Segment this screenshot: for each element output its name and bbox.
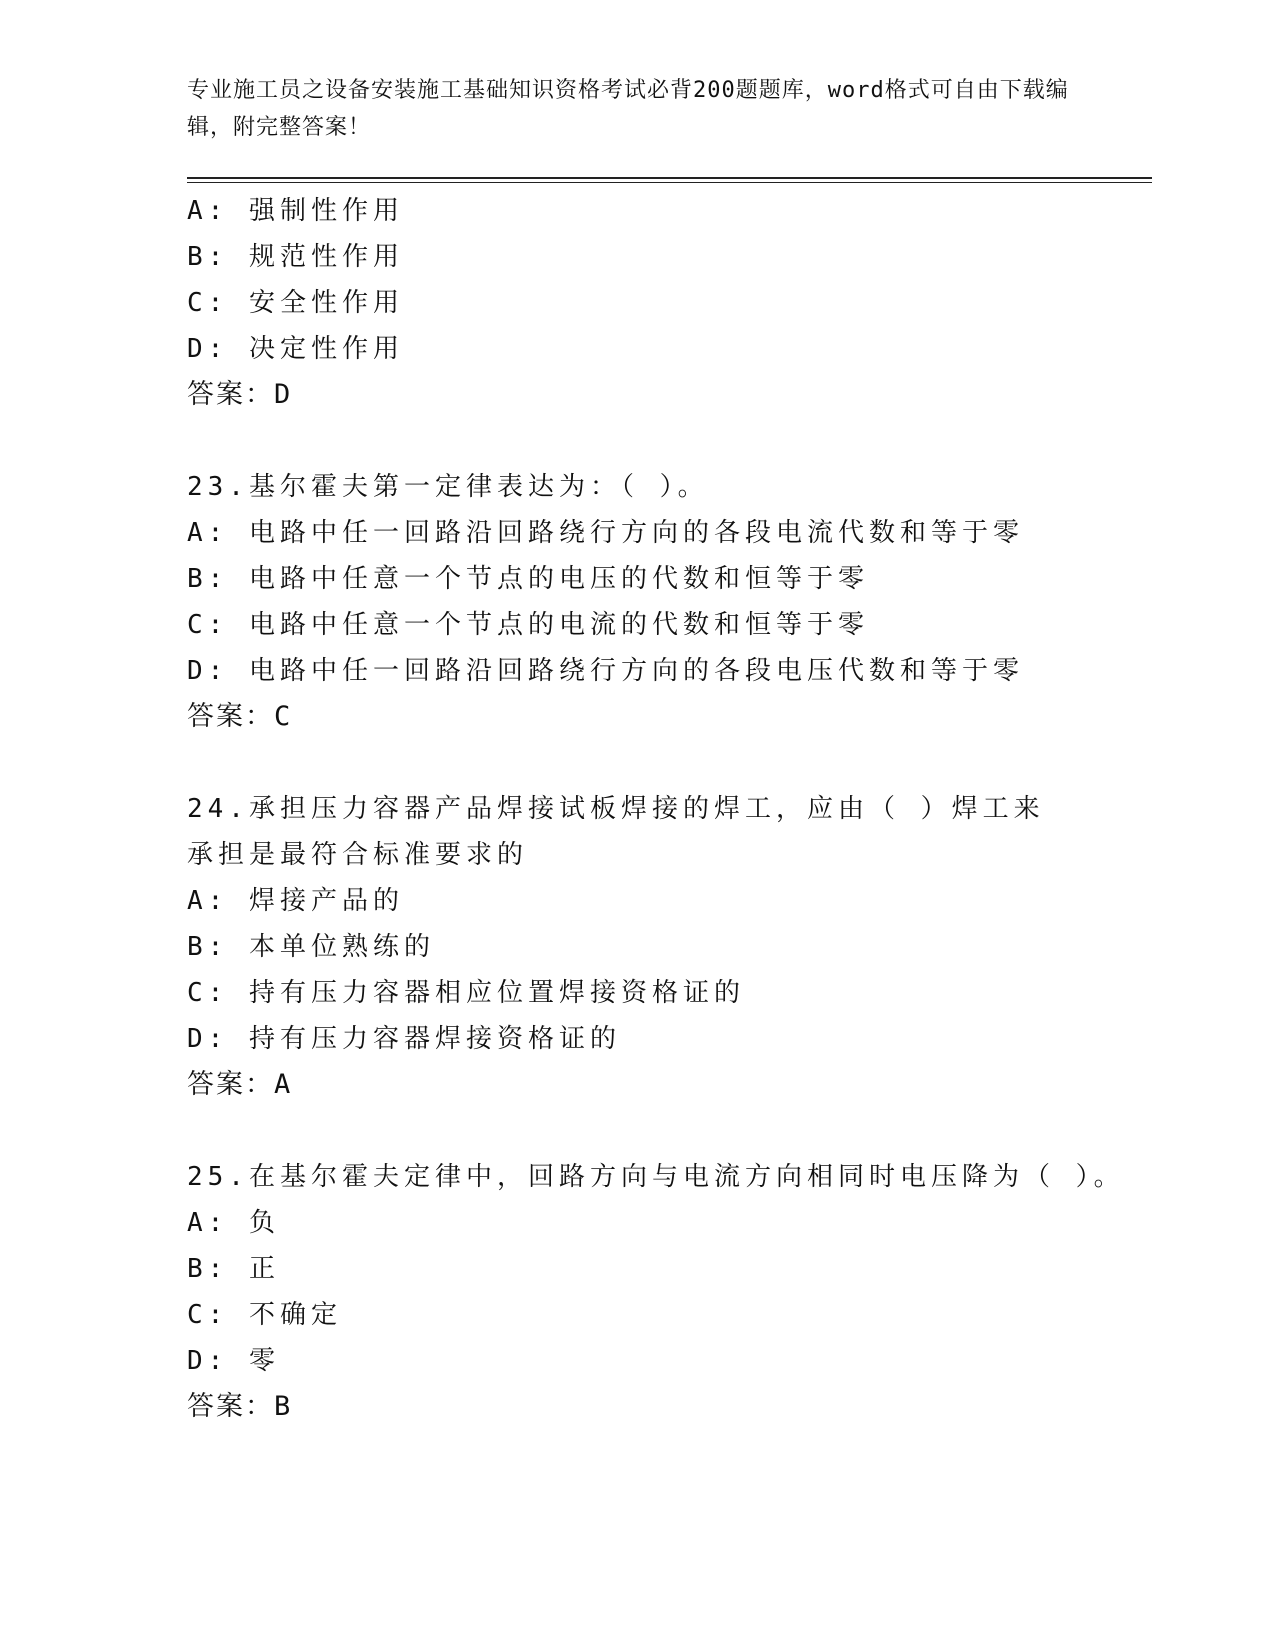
option-a: A: 电路中任一回路沿回路绕行方向的各段电流代数和等于零 [187,518,1024,548]
option-a: A: 强制性作用 [187,196,404,226]
answer-line: 答案：D [187,379,293,410]
option-d: D: 决定性作用 [187,334,404,364]
header-divider-thin [187,182,1152,183]
option-b: B: 本单位熟练的 [187,932,435,962]
question-block-prev [187,188,1087,418]
option-d: D: 电路中任一回路沿回路绕行方向的各段电压代数和等于零 [187,656,1024,686]
option-c: C: 不确定 [187,1300,342,1330]
option-d: D: 持有压力容器焊接资格证的 [187,1024,621,1054]
question-block-24 [187,786,1087,1108]
option-a: A: 负 [187,1208,280,1238]
answer-line: 答案：B [187,1391,293,1422]
option-b: B: 电路中任意一个节点的电压的代数和恒等于零 [187,564,869,594]
question-block-25 [187,1154,1125,1430]
option-b: B: 正 [187,1254,280,1284]
document-header: 专业施工员之设备安装施工基础知识资格考试必背200题题库，word格式可自由下载编辑，附完整答案！ [187,78,1069,140]
option-b: B: 规范性作用 [187,242,404,272]
option-a: A: 焊接产品的 [187,886,404,916]
answer-line: 答案：A [187,1069,293,1100]
spacer [187,1108,1087,1154]
option-c: C: 安全性作用 [187,288,404,318]
header-divider-thick [187,177,1152,179]
spacer [187,418,1087,464]
question-stem: 24.承担压力容器产品焊接试板焊接的焊工，应由（ ）焊工来承担是最符合标准要求的 [187,794,1045,870]
question-list [187,188,1125,1430]
question-block-23 [187,464,1087,740]
question-stem: 25.在基尔霍夫定律中，回路方向与电流方向相同时电压降为（ ）。 [187,1162,1125,1192]
option-d: D: 零 [187,1346,280,1376]
option-c: C: 持有压力容器相应位置焊接资格证的 [187,978,745,1008]
option-c: C: 电路中任意一个节点的电流的代数和恒等于零 [187,610,869,640]
question-stem: 23.基尔霍夫第一定律表达为：（ ）。 [187,472,709,502]
spacer [187,740,1087,786]
answer-line: 答案：C [187,701,293,732]
